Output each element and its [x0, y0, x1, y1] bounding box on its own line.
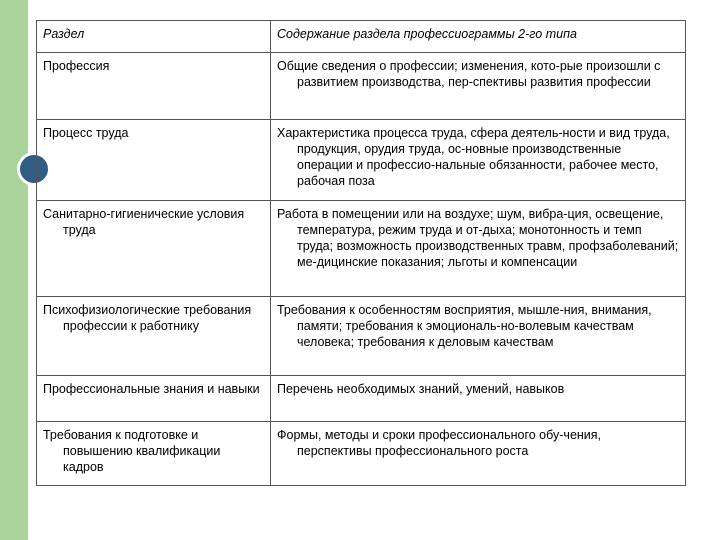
section-cell: Психофизиологические требования профессии к работнику [37, 297, 271, 376]
content-cell: Работа в помещении или на воздухе; шум, вибра-ция, освещение, температура, режим труда и от-дыха; монотонность и темп труда; возможность производственных травм, профзаболеваний; ме-дицинские показания; льготы и компенсации [271, 201, 686, 297]
table-row [37, 53, 686, 120]
content-cell: Характеристика процесса труда, сфера деятель-ности и вид труда, продукция, орудия труда, ос-новные производственные операции и профессио-нальные обязанности, рабочее место, рабочая поза [271, 120, 686, 201]
table-row [37, 120, 686, 201]
content-cell: Общие сведения о профессии; изменения, кото-рые произошли с развитием производства, пер-спективы развития профессии [271, 53, 686, 120]
section-cell: Профессиональные знания и навыки [37, 376, 271, 422]
header-cell-content: Содержание раздела профессиограммы 2-го типа [271, 21, 686, 53]
table-row [37, 201, 686, 297]
section-cell: Профессия [37, 53, 271, 120]
header-cell-section: Раздел [37, 21, 271, 53]
content-cell: Требования к особенностям восприятия, мышле-ния, внимания, памяти; требования к эмоциональ-но-волевым качествам человека; требования к деловым качествам [271, 297, 686, 376]
section-cell: Санитарно-гигиенические условия труда [37, 201, 271, 297]
section-cell: Процесс труда [37, 120, 271, 201]
table-row [37, 297, 686, 376]
content-cell: Формы, методы и сроки профессионального обу-чения, перспективы профессионального роста [271, 422, 686, 486]
professiogram-table [36, 20, 686, 486]
section-cell: Требования к подготовке и повышению квалификации кадров [37, 422, 271, 486]
content-cell: Перечень необходимых знаний, умений, навыков [271, 376, 686, 422]
table-row [37, 376, 686, 422]
table-header-row [37, 21, 686, 53]
table-row [37, 422, 686, 486]
